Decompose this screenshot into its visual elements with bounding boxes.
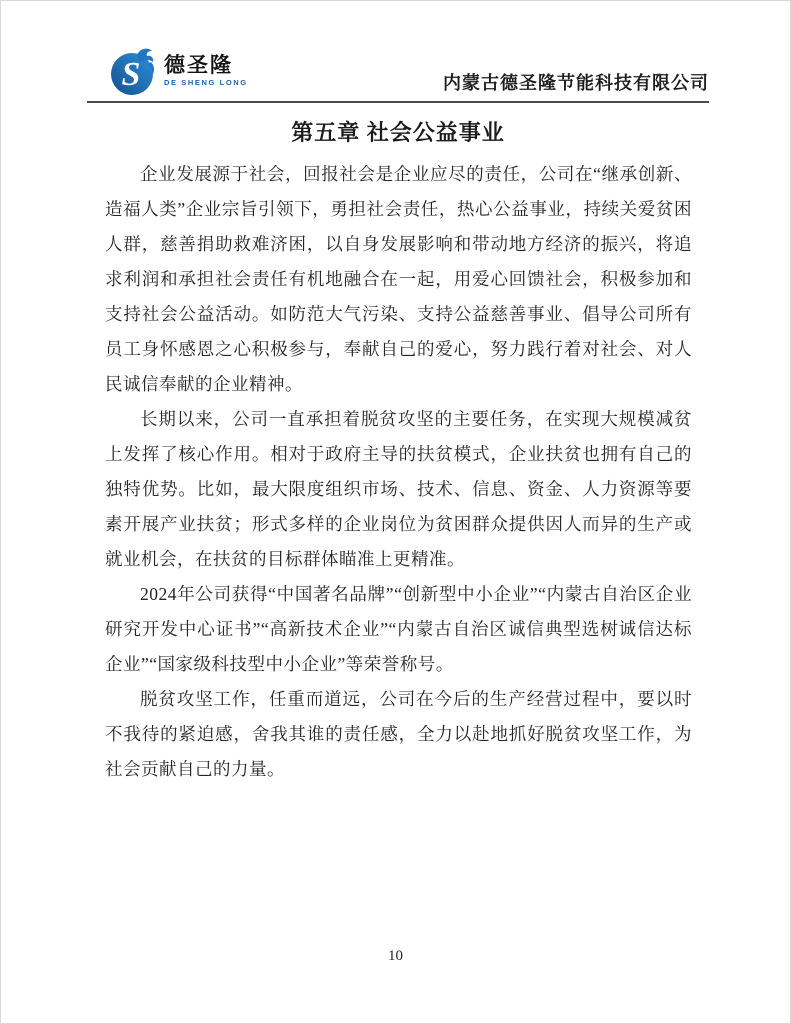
company-name-header: 内蒙古德圣隆节能科技有限公司 (443, 73, 709, 93)
page-header (87, 39, 709, 103)
dragon-logo-icon (107, 45, 159, 97)
paragraph: 企业发展源于社会，回报社会是企业应尽的责任，公司在“继承创新、造福人类”企业宗旨引领下，勇担社会责任，热心公益事业，持续关爱贫困人群，慈善捐助救难济困，以自身发展影响和带动地方经济的振兴，将追求利润和承担社会责任有机地融合在一起，用爱心回馈社会，积极参加和支持社会公益活动。如防范大气污染、支持公益慈善事业、倡导公司所有员工身怀感恩之心积极参与，奉献自己的爱心，努力践行着对社会、对人民诚信奉献的企业精神。 (105, 164, 692, 394)
paragraph: 脱贫攻坚工作，任重而道远，公司在今后的生产经营过程中，要以时不我待的紧迫感，舍我其谁的责任感，全力以赴地抓好脱贫攻坚工作，为社会贡献自己的力量。 (105, 689, 692, 779)
logo-english-name: DE SHENG LONG (164, 78, 248, 88)
document-page (1, 1, 790, 1023)
paragraph: 2024年公司获得“中国著名品牌”“创新型中小企业”“内蒙古自治区企业研究开发中心证书”“高新技术企业”“内蒙古自治区诚信典型选树诚信达标企业”“国家级科技型中小企业”等荣誉称号。 (105, 584, 692, 674)
logo-text (164, 55, 248, 87)
logo-chinese-name: 德圣隆 (164, 54, 233, 78)
document-body (87, 157, 709, 787)
svg-text:S: S (121, 56, 141, 93)
company-logo (87, 45, 248, 97)
chapter-title: 第五章 社会公益事业 (291, 120, 505, 145)
page-number: 10 (388, 948, 403, 964)
paragraph: 长期以来，公司一直承担着脱贫攻坚的主要任务，在实现大规模减贫上发挥了核心作用。相对于政府主导的扶贫模式，企业扶贫也拥有自己的独特优势。比如，最大限度组织市场、技术、信息、资金、人力资源等要素开展产业扶贫；形式多样的企业岗位为贫困群众提供因人而异的生产或就业机会，在扶贫的目标群体瞄准上更精准。 (105, 409, 692, 569)
